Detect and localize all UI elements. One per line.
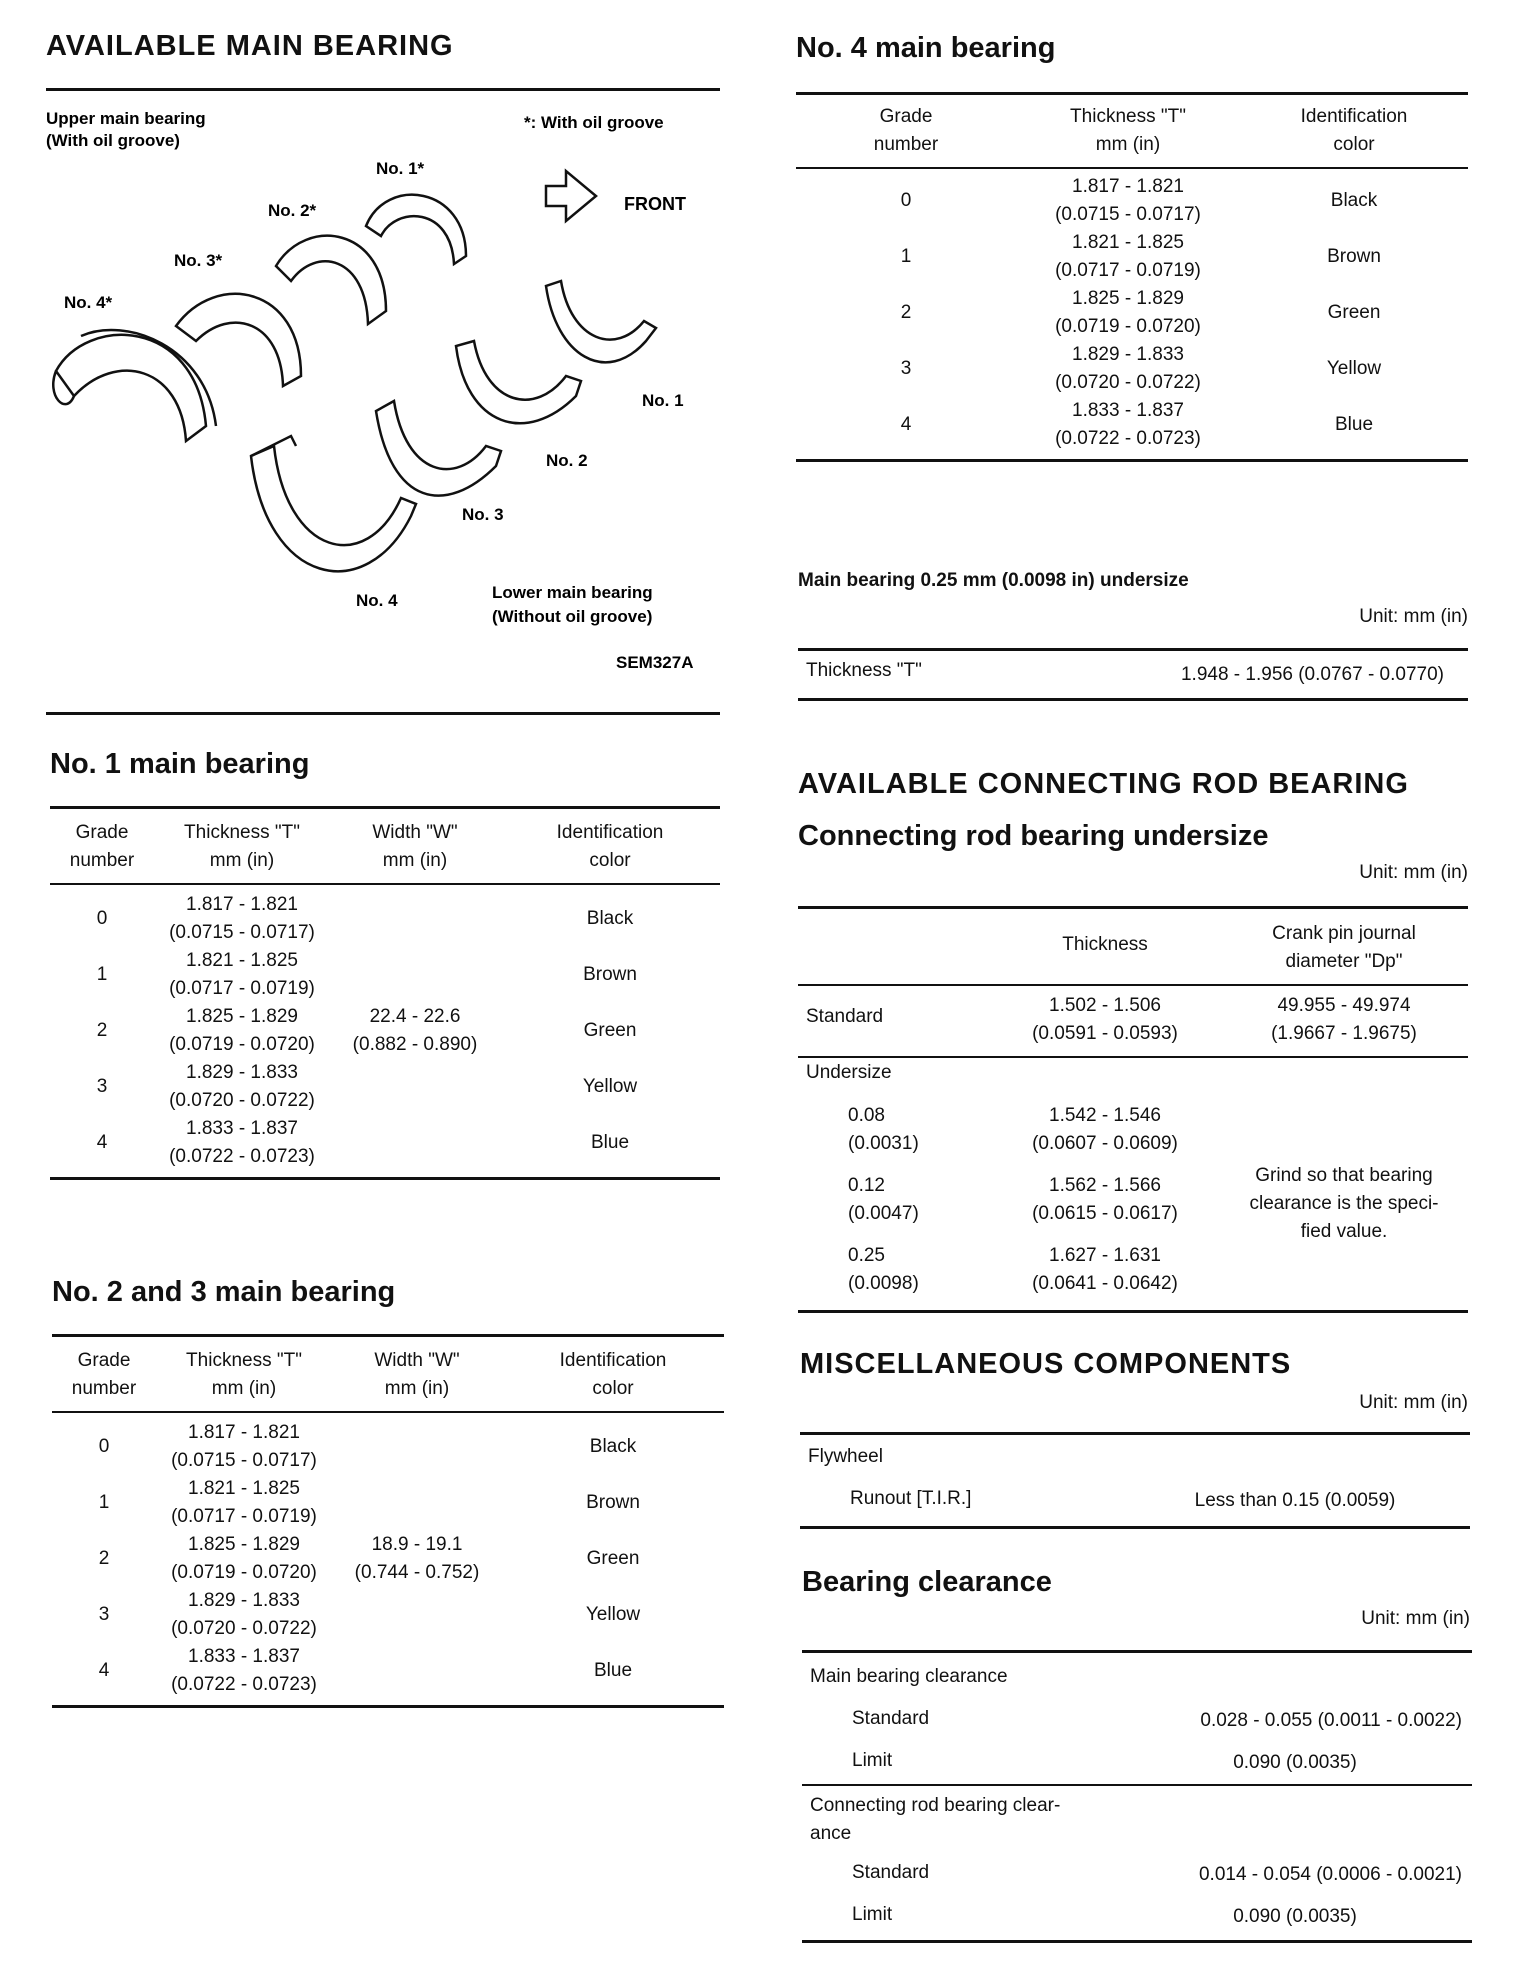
thickness-in: (0.0719 - 0.0720)	[1055, 316, 1201, 337]
undersize-thickness	[1000, 1242, 1210, 1298]
grade: 2	[96, 1020, 108, 1041]
header-thickness	[1016, 94, 1240, 169]
header-thickness-text: Thickness "T" mm (in)	[186, 1350, 302, 1399]
thickness-mm: 1.829 - 1.833	[186, 1062, 298, 1083]
conrod-title: AVAILABLE CONNECTING ROD BEARING	[798, 768, 1409, 800]
thickness-in: (0.0722 - 0.0723)	[169, 1146, 315, 1167]
lower-no2-label: No. 2	[546, 451, 588, 470]
header-color	[1240, 94, 1468, 169]
standard-thickness-mm: 1.502 - 1.506	[1049, 995, 1161, 1016]
thickness-in: (0.0719 - 0.0720)	[169, 1034, 315, 1055]
undersize-row	[848, 1172, 919, 1228]
color: Blue	[1334, 414, 1374, 435]
table-row	[796, 168, 1468, 229]
runout-label: Runout [T.I.R.]	[850, 1488, 972, 1509]
thickness-mm: 1.817 - 1.821	[186, 894, 298, 915]
standard-diameter	[1220, 992, 1468, 1048]
divider	[798, 984, 1468, 986]
lower-no1-label: No. 1	[642, 391, 684, 410]
divider	[798, 1056, 1468, 1058]
no4-table	[796, 92, 1468, 462]
main-standard-value: 0.028 - 0.055 (0.0011 - 0.0022)	[1200, 1710, 1462, 1731]
thickness	[1016, 341, 1240, 397]
header-thickness-text: Thickness "T" mm (in)	[1070, 106, 1186, 155]
grind-line3: fied value.	[1300, 1221, 1388, 1242]
no4-title: No. 4 main bearing	[796, 32, 1056, 64]
grade: 4	[98, 1660, 110, 1681]
width	[332, 1412, 502, 1707]
grade: 3	[900, 358, 912, 379]
color: Yellow	[585, 1604, 641, 1625]
color: Brown	[586, 1492, 640, 1513]
thickness	[1016, 168, 1240, 229]
divider	[800, 1432, 1470, 1435]
thickness-in: (0.0722 - 0.0723)	[171, 1674, 317, 1695]
thickness-mm: 1.833 - 1.837	[1072, 400, 1184, 421]
thickness	[1016, 397, 1240, 461]
thickness-mm: 1.817 - 1.821	[188, 1422, 300, 1443]
standard-diameter-mm: 49.955 - 49.974	[1277, 995, 1411, 1016]
upper-bearing-no2-shape	[276, 236, 386, 324]
flywheel-label: Flywheel	[808, 1446, 883, 1467]
width	[330, 884, 500, 1179]
undersize-label: Thickness "T"	[806, 660, 922, 681]
thickness	[156, 1587, 332, 1643]
thickness	[156, 1531, 332, 1587]
conrod-subtitle: Connecting rod bearing undersize	[798, 820, 1269, 852]
no1-title: No. 1 main bearing	[50, 748, 310, 780]
color: Black	[1330, 190, 1378, 211]
header-color	[502, 1336, 724, 1413]
header-grade-text: Grade number	[873, 106, 939, 155]
grind-line1: Grind so that bearing	[1255, 1165, 1433, 1186]
lower-no4-label: No. 4	[356, 591, 398, 610]
upper-no3-label: No. 3*	[174, 251, 223, 270]
header-grade	[50, 808, 154, 885]
rod-standard-label: Standard	[852, 1862, 930, 1883]
rod-limit-label: Limit	[852, 1904, 893, 1925]
table-row	[52, 1412, 724, 1475]
size-in: (0.0098)	[848, 1273, 919, 1294]
misc-title: MISCELLANEOUS COMPONENTS	[800, 1348, 1292, 1380]
color: Yellow	[1326, 358, 1382, 379]
lower-label-1: Lower main bearing	[492, 583, 653, 602]
color: Green	[1327, 302, 1381, 323]
no23-title: No. 2 and 3 main bearing	[52, 1276, 396, 1308]
thickness-in: (0.0615 - 0.0617)	[1032, 1203, 1178, 1224]
thickness-in: (0.0719 - 0.0720)	[171, 1562, 317, 1583]
header-width-text: Width "W" mm (in)	[374, 1350, 460, 1399]
header-crank-line1: Crank pin journal	[1272, 923, 1416, 944]
header-thickness-text: Thickness "T" mm (in)	[184, 822, 300, 871]
grind-line2: clearance is the speci-	[1249, 1193, 1439, 1214]
color: Brown	[583, 964, 637, 985]
color: Blue	[593, 1660, 633, 1681]
grind-note	[1220, 1162, 1468, 1246]
standard-label: Standard	[806, 1006, 884, 1027]
lower-bearing-no1-shape	[546, 281, 656, 362]
undersize-label: Undersize	[806, 1062, 892, 1083]
upper-no1-label: No. 1*	[376, 159, 425, 178]
divider	[46, 88, 720, 91]
no23-table	[52, 1334, 724, 1708]
thickness	[154, 884, 330, 947]
thickness-mm: 1.833 - 1.837	[188, 1646, 300, 1667]
lower-label-2: (Without oil groove)	[492, 607, 653, 626]
conrod-unit: Unit: mm (in)	[1359, 862, 1468, 883]
size-mm: 0.12	[848, 1175, 885, 1196]
undersize-unit: Unit: mm (in)	[1359, 606, 1468, 627]
thickness-in: (0.0715 - 0.0717)	[171, 1450, 317, 1471]
undersize-row	[848, 1102, 919, 1158]
figure-code: SEM327A	[616, 653, 694, 672]
rod-limit-value: 0.090 (0.0035)	[1233, 1906, 1357, 1927]
grade: 1	[96, 964, 108, 985]
runout-value: Less than 0.15 (0.0059)	[1194, 1490, 1396, 1511]
divider	[802, 1784, 1472, 1786]
divider	[798, 698, 1468, 701]
thickness-in: (0.0717 - 0.0719)	[1055, 260, 1201, 281]
standard-diameter-in: (1.9667 - 1.9675)	[1271, 1023, 1417, 1044]
front-label: FRONT	[624, 194, 686, 214]
header-grade-text: Grade number	[69, 822, 135, 871]
thickness-in: (0.0607 - 0.0609)	[1032, 1133, 1178, 1154]
width-mm: 22.4 - 22.6	[369, 1006, 461, 1027]
thickness-in: (0.0720 - 0.0722)	[1055, 372, 1201, 393]
header-thickness	[154, 808, 330, 885]
main-standard-label: Standard	[852, 1708, 930, 1729]
main-limit-value: 0.090 (0.0035)	[1233, 1752, 1357, 1773]
upper-bearing-no1-shape	[366, 195, 466, 264]
table-row	[796, 229, 1468, 285]
thickness-in: (0.0715 - 0.0717)	[1055, 204, 1201, 225]
grade: 2	[900, 302, 912, 323]
thickness	[156, 1643, 332, 1707]
thickness-mm: 1.821 - 1.825	[186, 950, 298, 971]
thickness	[156, 1412, 332, 1475]
size-in: (0.0031)	[848, 1133, 919, 1154]
lower-bearing-no3-shape	[376, 401, 501, 496]
oil-groove-note: *: With oil groove	[524, 113, 664, 132]
thickness	[154, 1059, 330, 1115]
divider	[802, 1940, 1472, 1943]
table-row	[796, 397, 1468, 461]
thickness	[1016, 229, 1240, 285]
lower-bearing-no2-shape	[456, 341, 581, 423]
header-grade	[52, 1336, 156, 1413]
header-thickness	[156, 1336, 332, 1413]
grade: 2	[98, 1548, 110, 1569]
thickness	[1016, 285, 1240, 341]
rod-clearance-line1: Connecting rod bearing clear-	[810, 1795, 1061, 1816]
table-row	[50, 884, 720, 947]
divider	[798, 906, 1468, 909]
thickness	[154, 1115, 330, 1179]
divider	[798, 648, 1468, 651]
undersize-title: Main bearing 0.25 mm (0.0098 in) undersize	[798, 570, 1189, 591]
grade: 0	[900, 190, 912, 211]
rod-clearance-label	[810, 1792, 1060, 1848]
lower-bearing-no4-shape	[251, 446, 416, 571]
bearing-diagram	[46, 96, 720, 688]
standard-thickness	[1000, 992, 1210, 1048]
thickness-mm: 1.825 - 1.829	[188, 1534, 300, 1555]
thickness-mm: 1.825 - 1.829	[1072, 288, 1184, 309]
grade: 3	[98, 1604, 110, 1625]
grade: 0	[96, 908, 108, 929]
grade: 4	[96, 1132, 108, 1153]
thickness-mm: 1.821 - 1.825	[1072, 232, 1184, 253]
standard-thickness-in: (0.0591 - 0.0593)	[1032, 1023, 1178, 1044]
thickness-in: (0.0720 - 0.0722)	[171, 1618, 317, 1639]
clearance-unit: Unit: mm (in)	[1361, 1608, 1470, 1629]
thickness-mm: 1.829 - 1.833	[1072, 344, 1184, 365]
lower-no3-label: No. 3	[462, 505, 504, 524]
grade: 1	[900, 246, 912, 267]
main-clearance-label: Main bearing clearance	[810, 1666, 1008, 1687]
header-grade	[796, 94, 1016, 169]
upper-label-2: (With oil groove)	[46, 131, 180, 150]
size-mm: 0.08	[848, 1105, 885, 1126]
grade: 0	[98, 1436, 110, 1457]
clearance-title: Bearing clearance	[802, 1566, 1052, 1598]
no1-table	[50, 806, 720, 1180]
misc-unit: Unit: mm (in)	[1359, 1392, 1468, 1413]
divider	[46, 712, 720, 715]
grade: 3	[96, 1076, 108, 1097]
grade: 1	[98, 1492, 110, 1513]
header-width-text: Width "W" mm (in)	[372, 822, 458, 871]
thickness-mm: 1.817 - 1.821	[1072, 176, 1184, 197]
header-color-text: Identification color	[556, 822, 664, 871]
header-color-text: Identification color	[559, 1350, 667, 1399]
color: Brown	[1327, 246, 1381, 267]
header-color	[500, 808, 720, 885]
thickness-in: (0.0717 - 0.0719)	[171, 1506, 317, 1527]
undersize-row	[848, 1242, 919, 1298]
header-color-text: Identification color	[1300, 106, 1408, 155]
bearing-figure	[46, 96, 720, 688]
table-row	[796, 285, 1468, 341]
undersize-thickness	[1000, 1172, 1210, 1228]
size-mm: 0.25	[848, 1245, 885, 1266]
upper-no2-label: No. 2*	[268, 201, 317, 220]
undersize-value: 1.948 - 1.956 (0.0767 - 0.0770)	[1180, 664, 1444, 685]
divider	[798, 1310, 1468, 1313]
header-grade-text: Grade number	[71, 1350, 137, 1399]
header-crank-line2: diameter "Dp"	[1285, 951, 1403, 972]
front-arrow-shape	[546, 171, 596, 221]
width-in: (0.882 - 0.890)	[352, 1034, 478, 1055]
rod-standard-value: 0.014 - 0.054 (0.0006 - 0.0021)	[1198, 1864, 1462, 1885]
width-in: (0.744 - 0.752)	[354, 1562, 480, 1583]
upper-no4-label: No. 4*	[64, 293, 113, 312]
available-main-bearing-title: AVAILABLE MAIN BEARING	[46, 30, 454, 62]
thickness-mm: 1.833 - 1.837	[186, 1118, 298, 1139]
header-width	[332, 1336, 502, 1413]
thickness-mm: 1.562 - 1.566	[1049, 1175, 1161, 1196]
color: Green	[586, 1548, 640, 1569]
divider	[802, 1650, 1472, 1653]
color: Black	[586, 908, 634, 929]
thickness-mm: 1.627 - 1.631	[1049, 1245, 1161, 1266]
size-in: (0.0047)	[848, 1203, 919, 1224]
thickness-in: (0.0720 - 0.0722)	[169, 1090, 315, 1111]
thickness	[154, 1003, 330, 1059]
upper-bearing-no4-shape	[56, 335, 206, 441]
main-limit-label: Limit	[852, 1750, 893, 1771]
color: Black	[589, 1436, 637, 1457]
header-thickness: Thickness	[1062, 934, 1148, 955]
grade: 4	[900, 414, 912, 435]
thickness	[156, 1475, 332, 1531]
color: Green	[583, 1020, 637, 1041]
thickness-mm: 1.825 - 1.829	[186, 1006, 298, 1027]
color: Blue	[590, 1132, 630, 1153]
thickness-in: (0.0641 - 0.0642)	[1032, 1273, 1178, 1294]
header-width	[330, 808, 500, 885]
thickness-in: (0.0715 - 0.0717)	[169, 922, 315, 943]
width-mm: 18.9 - 19.1	[371, 1534, 463, 1555]
header-crank	[1220, 920, 1468, 976]
table-row	[796, 341, 1468, 397]
thickness-mm: 1.829 - 1.833	[188, 1590, 300, 1611]
thickness-mm: 1.821 - 1.825	[188, 1478, 300, 1499]
undersize-thickness	[1000, 1102, 1210, 1158]
rod-clearance-line2: ance	[810, 1823, 852, 1844]
thickness-in: (0.0722 - 0.0723)	[1055, 428, 1201, 449]
thickness-in: (0.0717 - 0.0719)	[169, 978, 315, 999]
divider	[800, 1526, 1470, 1529]
color: Yellow	[582, 1076, 638, 1097]
thickness	[154, 947, 330, 1003]
thickness-mm: 1.542 - 1.546	[1049, 1105, 1161, 1126]
upper-label-1: Upper main bearing	[46, 109, 206, 128]
